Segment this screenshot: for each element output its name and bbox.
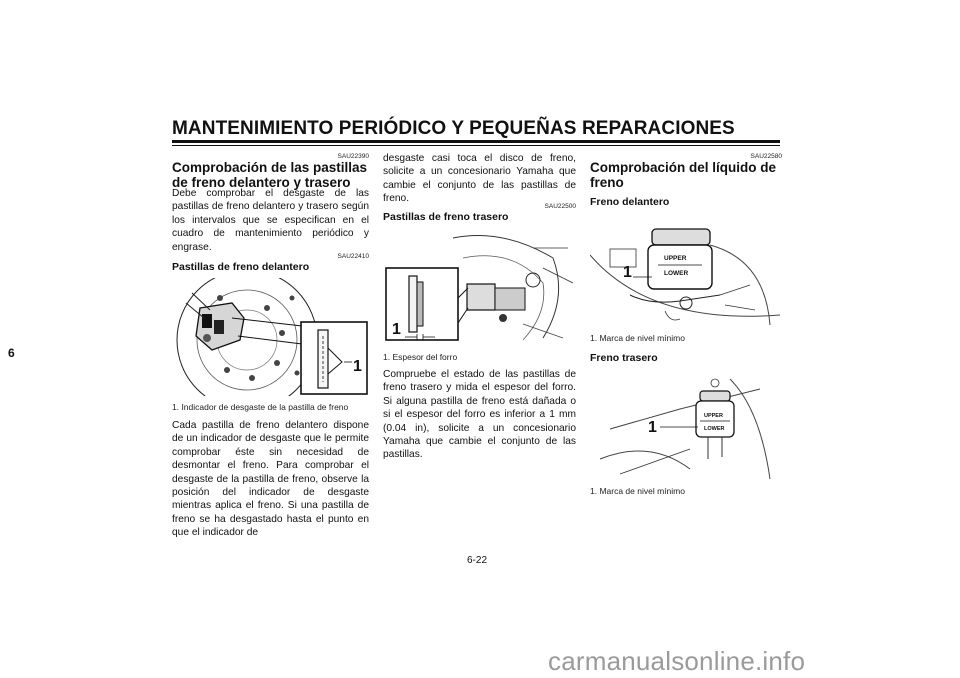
continued-paragraph: desgaste casi toca el disco de freno, solicite a un concesionario Yamaha que cambie el conjunto de las pastillas de freno. — [383, 153, 576, 205]
figure-callout-label: 1 — [623, 264, 632, 281]
subsection-heading: Pastillas de freno trasero — [383, 211, 509, 223]
reservoir-upper-label: UPPER — [704, 413, 723, 419]
section-heading: Comprobación de las pastillas de freno delantero y trasero — [172, 160, 368, 190]
page-header-title: MANTENIMIENTO PERIÓDICO Y PEQUEÑAS REPARACIONES — [172, 118, 735, 139]
intro-paragraph: Debe comprobar el desgaste de las pastillas de freno delantero y trasero según los intervalos que se especifican en el cuadro de mantenimiento periódico y engrase. — [172, 188, 369, 253]
header-rule-thick — [172, 140, 780, 143]
figure-caption: 1. Marca de nivel mínimo — [590, 486, 685, 496]
reservoir-lower-label: LOWER — [664, 270, 689, 277]
watermark: carmanualsonline.info — [548, 646, 806, 676]
chapter-tab: 6 — [8, 346, 15, 360]
subsection-heading: Freno trasero — [590, 352, 658, 364]
subsection-heading: Freno delantero — [590, 196, 670, 208]
subsection-heading: Pastillas de freno delantero — [172, 261, 310, 273]
subsection-code: SAU22500 — [544, 203, 576, 210]
header-rule-thin — [172, 145, 780, 146]
figure-callout-label: 1 — [648, 419, 657, 436]
rear-brake-fluid-figure — [590, 369, 782, 481]
front-brake-pad-figure — [172, 278, 369, 396]
page-number: 6-22 — [467, 555, 488, 566]
rear-pad-paragraph: Compruebe el estado de las pastillas de freno trasero y mida el espesor del forro. Si alguna pastilla de freno está dañada o si el espesor del forro es inferior a 1 mm (0.04 in), solicite a un concesionario Yamaha que cambie el conjunto de las pastillas. — [383, 369, 576, 461]
reservoir-upper-label: UPPER — [664, 255, 687, 262]
figure-callout-label: 1 — [353, 358, 362, 375]
front-brake-fluid-figure — [590, 215, 782, 327]
front-pad-paragraph: Cada pastilla de freno delantero dispone de un indicador de desgaste que le permite comprobar éste sin necesidad de desmontar el freno. Para comprobar el desgaste de la pastilla de freno, observe la posición del indicador de desgaste mientras aplica el freno. Si una pastilla de freno se ha desgastado hasta el punto en que el indicador de — [172, 420, 369, 539]
figure-caption: 1. Marca de nivel mínimo — [590, 333, 685, 343]
reservoir-lower-label: LOWER — [704, 426, 725, 432]
section-code: SAU22390 — [337, 153, 369, 160]
section-code: SAU22580 — [750, 153, 782, 160]
section-heading: Comprobación del líquido de freno — [590, 160, 777, 190]
figure-caption: 1. Espesor del forro — [383, 352, 458, 362]
subsection-code: SAU22410 — [337, 253, 369, 260]
figure-callout-label: 1 — [392, 321, 401, 338]
rear-brake-pad-figure — [383, 228, 576, 346]
figure-caption: 1. Indicador de desgaste de la pastilla de freno — [172, 402, 349, 412]
